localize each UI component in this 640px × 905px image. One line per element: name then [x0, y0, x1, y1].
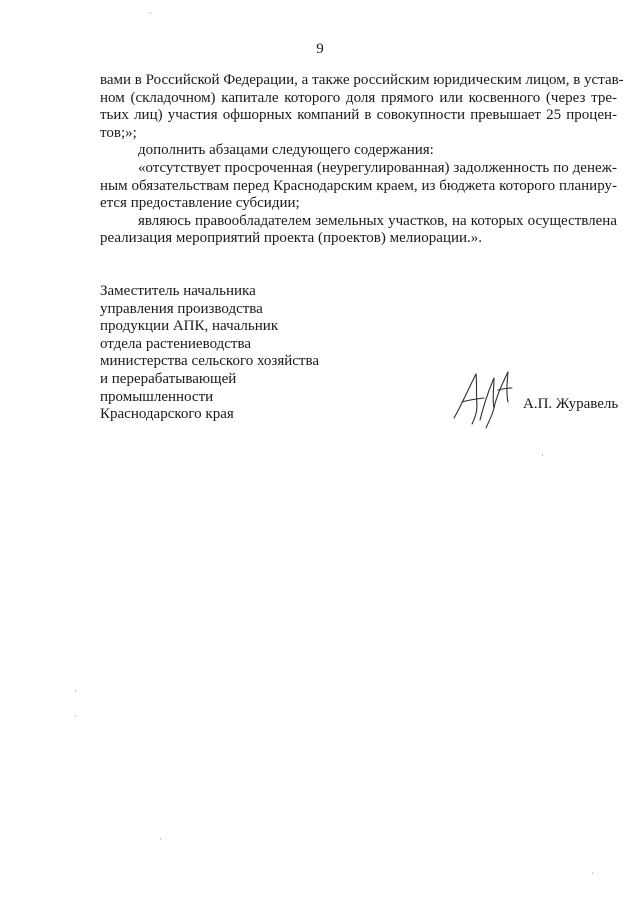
signatory-title-line: Заместитель начальника	[100, 283, 256, 299]
signatory-title-line: промышленности	[100, 388, 214, 405]
paragraph-line: вами в Российской Федерации, а также российским юридическим лицом, в устав-	[100, 72, 624, 88]
signatory-title-line: продукции АПК, начальник	[100, 318, 279, 335]
signatory-title-line: отдела растениеводства	[100, 335, 252, 352]
body-text	[100, 72, 624, 248]
signatory-title-line: управления производства	[100, 300, 263, 317]
signatory-title-line: Краснодарского края	[100, 406, 234, 423]
page-number: 9	[316, 41, 324, 57]
paragraph-line: ется предоставление субсидии;	[100, 195, 300, 212]
paragraph-line: ном (складочном) капитале которого доля прямого или косвенного (через тре-	[100, 89, 617, 106]
paragraph-line: «отсутствует просроченная (неурегулированная) задолженность по денеж-	[138, 159, 617, 176]
scan-speck	[150, 12, 151, 14]
signatory-title-line: министерства сельского хозяйства	[100, 353, 320, 370]
paragraph-line: тов;»;	[100, 124, 137, 141]
paragraph-line: тьих лиц) участия офшорных компаний в совокупности превышает 25 процен-	[100, 107, 617, 124]
handwritten-signature	[450, 368, 520, 430]
scan-speck	[75, 715, 76, 717]
signer-name: А.П. Журавель	[523, 396, 619, 412]
signatory-title-line: и перерабатывающей	[100, 370, 237, 387]
scan-speck	[160, 838, 161, 840]
paragraph-line: дополнить абзацами следующего содержания:	[138, 142, 434, 159]
scan-speck	[592, 872, 593, 874]
paragraph-line: являюсь правообладателем земельных участков, на которых осуществлена	[138, 212, 617, 229]
paragraph-line: реализация мероприятий проекта (проектов) мелиорации.».	[100, 230, 483, 247]
signatory-title	[100, 283, 360, 424]
paragraph-line: ным обязательствам перед Краснодарским краем, из бюджета которого планиру-	[100, 177, 617, 194]
scan-speck	[542, 454, 543, 456]
scan-speck	[75, 690, 76, 692]
